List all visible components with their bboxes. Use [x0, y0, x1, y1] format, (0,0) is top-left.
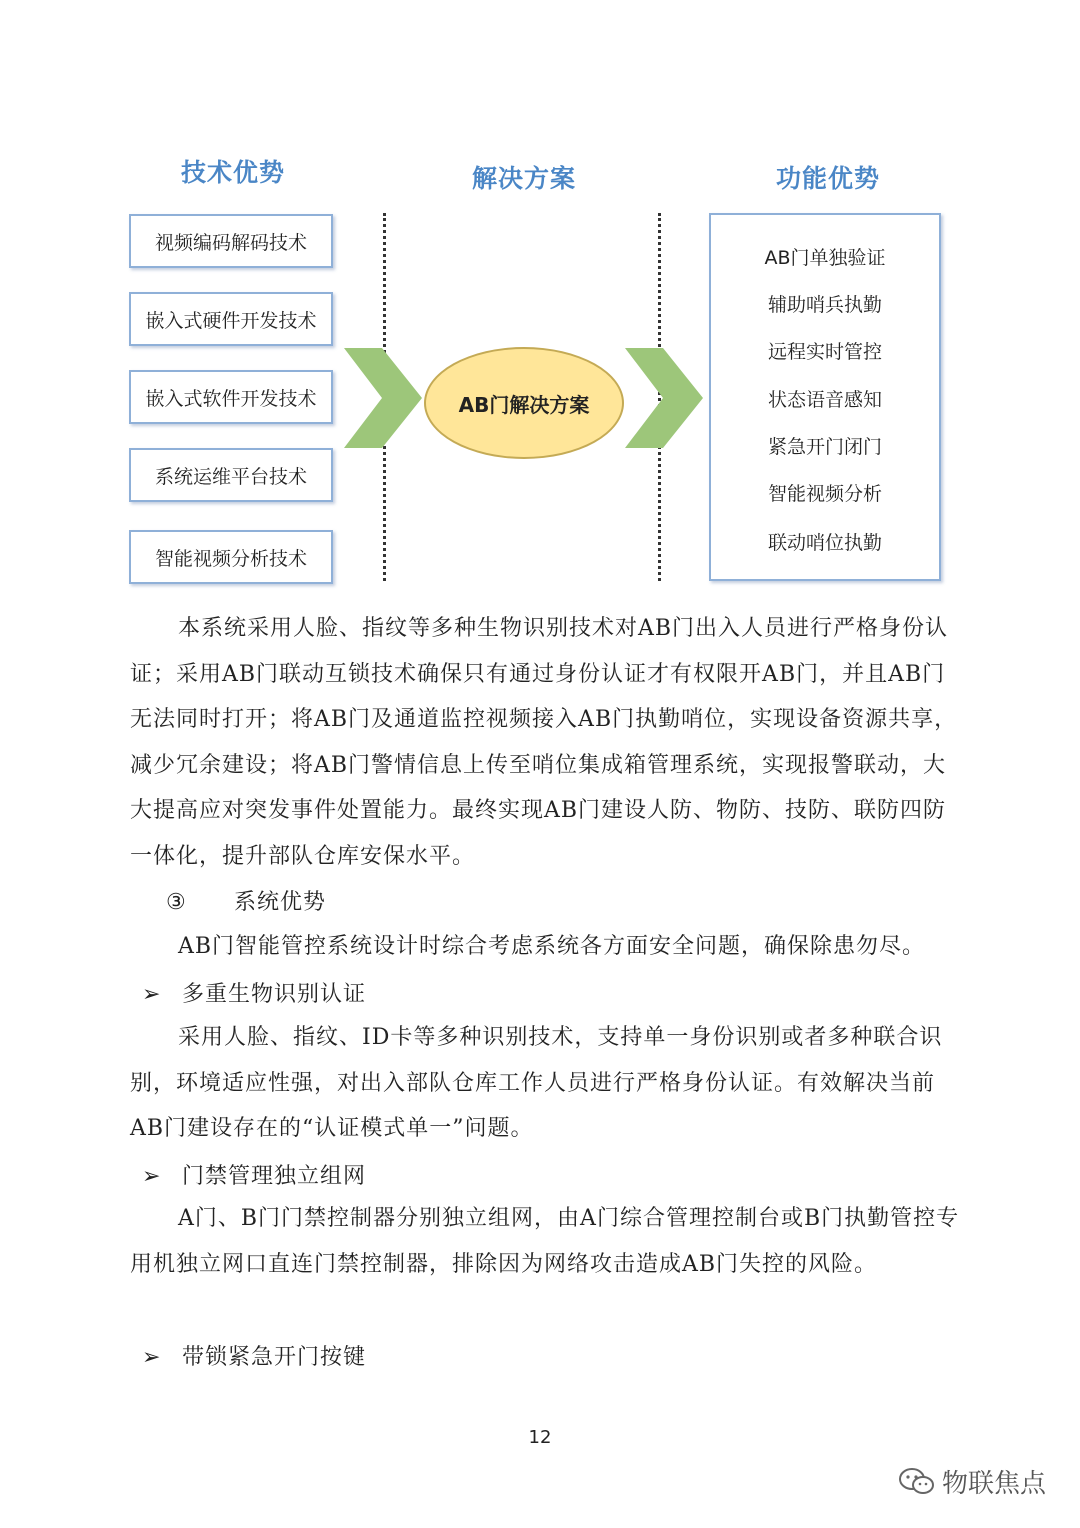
paragraph-advantage-intro: AB门智能管控系统设计时综合考虑系统各方面安全问题，确保除患勿尽。 [178, 934, 926, 959]
function-box [709, 213, 941, 581]
wechat-icon [898, 1466, 936, 1498]
tech-item-video-analysis: 智能视频分析技术 [129, 530, 333, 584]
bullet-emergency-button [142, 1340, 366, 1371]
bullet-arrow-icon: ➢ [142, 1345, 162, 1370]
bullet-label: 门禁管理独立组网 [182, 1164, 367, 1189]
chevron-arrow-left [344, 348, 424, 448]
bullet-biometric [142, 977, 366, 1008]
bullet-access-network [142, 1159, 366, 1190]
function-item: 辅助哨兵执勤 [767, 294, 882, 316]
title-tech: 技术优势 [180, 158, 285, 187]
section-heading [166, 885, 326, 916]
bullet-arrow-icon: ➢ [142, 1164, 162, 1189]
section-number: ③ [166, 890, 187, 915]
section-title: 系统优势 [234, 890, 327, 915]
title-solution: 解决方案 [471, 164, 576, 193]
function-item: 联动哨位执勤 [767, 532, 882, 554]
title-function: 功能优势 [775, 164, 880, 193]
function-item: 紧急开门闭门 [767, 436, 882, 458]
page-number: 12 [528, 1427, 552, 1448]
watermark [898, 1463, 1046, 1500]
function-item: 状态语音感知 [767, 389, 882, 411]
function-item: 智能视频分析 [767, 483, 882, 505]
tech-item-embedded-software: 嵌入式软件开发技术 [129, 370, 333, 424]
solution-ellipse [424, 347, 624, 459]
paragraph-biometric: 采用人脸、指纹、ID卡等多种识别技术，支持单一身份识别或者多种联合识别，环境适应性强，对出入部队仓库工作人员进行严格身份认证。有效解决当前AB门建设存在的“认证模式单一”问题。 [130, 1025, 943, 1141]
function-item: 远程实时管控 [767, 341, 882, 363]
paragraph-access-network: A门、B门门禁控制器分别独立组网，由A门综合管理控制台或B门执勤管控专用机独立网口直连门禁控制器，排除因为网络攻击造成AB门失控的风险。 [130, 1206, 960, 1277]
solution-label: AB门解决方案 [458, 392, 590, 417]
chevron-arrow-right [625, 348, 705, 448]
watermark-text: 物联焦点 [942, 1469, 1047, 1499]
bullet-arrow-icon: ➢ [142, 982, 162, 1007]
tech-item-ops-platform: 系统运维平台技术 [129, 448, 333, 502]
function-item: AB门单独验证 [764, 247, 886, 269]
tech-item-video-codec: 视频编码解码技术 [129, 214, 333, 268]
bullet-label: 多重生物识别认证 [182, 982, 367, 1007]
paragraph-system-intro: 本系统采用人脸、指纹等多种生物识别技术对AB门出入人员进行严格身份认证；采用AB门联动互锁技术确保只有通过身份认证才有权限开AB门，并且AB门无法同时打开；将AB门及通道监控视频接入AB门执勤哨位，实现设备资源共享，减少冗余建设；将AB门警情信息上传至哨位集成箱管理系统，实现报警联动，大大提高应对突发事件处置能力。最终实现AB门建设人防、物防、技防、联防四防一体化，提升部队仓库安保水平。 [130, 616, 958, 869]
bullet-label: 带锁紧急开门按键 [182, 1345, 367, 1370]
tech-item-embedded-hardware: 嵌入式硬件开发技术 [129, 292, 333, 346]
